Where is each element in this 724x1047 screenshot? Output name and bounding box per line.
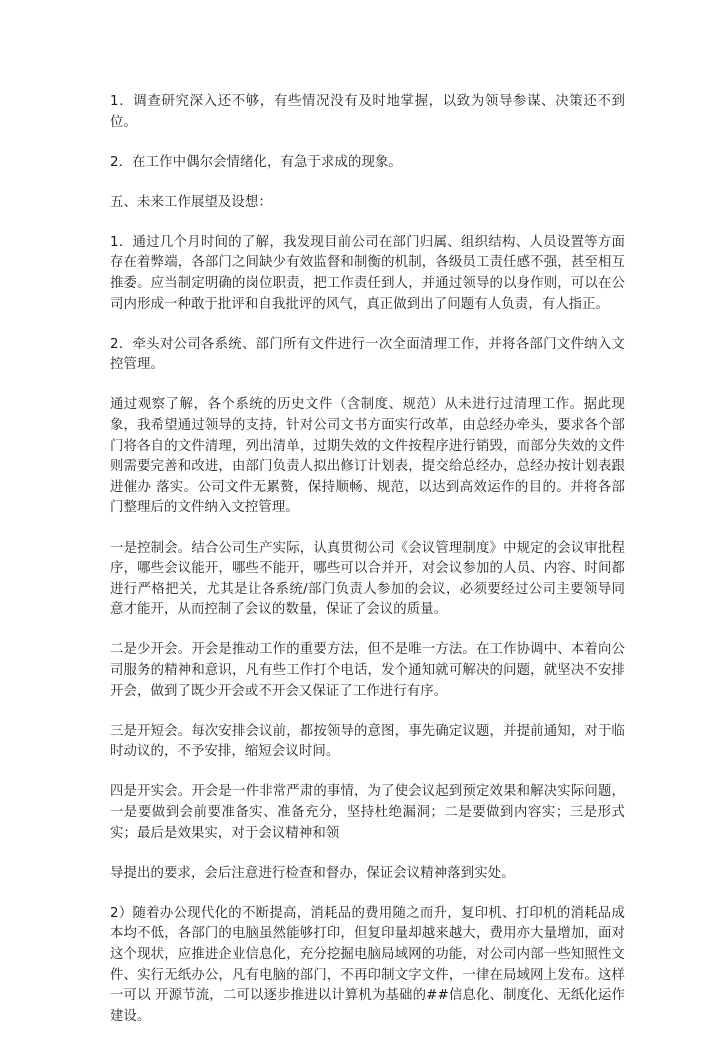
paragraph-followup: 导提出的要求，会后注意进行检查和督办，保证会议精神落到实处。 bbox=[110, 865, 515, 881]
section-heading-outlook: 五、未来工作展望及设想： bbox=[110, 194, 272, 210]
paragraph-issue-1: 1．调查研究深入还不够，有些情况没有及时地掌握，以致为领导参谋、决策还不到位。 bbox=[110, 94, 625, 130]
paragraph-plan-1: 1．通过几个月时间的了解，我发现目前公司在部门归属、组织结构、人员设置等方面存在着弊端，各部门之间缺少有效监督和制衡的机制，各级员工责任感不强，甚至相互推委。应当制定明确的岗位职责，把工作责任到人，并通过领导的以身作则，可以在公司内形成一种敢于批评和自我批评的风气，真正做到出了问题有人负责，有人指正。 bbox=[110, 234, 625, 312]
paragraph-short-meetings: 三是开短会。每次安排会议前，都按领导的意图，事先确定议题，并提前通知，对于临时动议的，不予安排，缩短会议时间。 bbox=[110, 723, 625, 760]
paragraph-plan-2: 2．牵头对公司各系统、部门所有文件进行一次全面清理工作，并将各部门文件纳入文控管理。 bbox=[110, 336, 625, 373]
paragraph-file-cleanup: 通过观察了解，各个系统的历史文件（含制度、规范）从未进行过清理工作。据此现象，我希望通过领导的支持，针对公司文书方面实行改革，由总经办牵头，要求各个部门将各自的文件清理，列出清单，过期失效的文件按程序进行销毁，而部分失效的文件则需要完善和改进，由部门负责人拟出修订计划表，提交给总经办，总经办按计划表跟进催办 落实。公司文件无累赘，保持顺畅、规范，以达到高效运作的目的。并将各部门整理后的文件纳入文控管理。 bbox=[110, 397, 625, 516]
paragraph-paperless-office: 2）随着办公现代化的不断提高，消耗品的费用随之而升，复印机、打印机的消耗品成本均不低，各部门的电脑虽然能够打印，但复印量却越来越大，费用亦大量增加，面对这个现状，应推进企业信息化，充分挖掘电脑局域网的功能，对公司内部一些知照性文件、实行无纸办公，凡有电脑的部门，不再印制文字文件，一律在局域网上发布。这样一可以 开源节流，二可以逐步推进以计算机为基础的##信息化、制度化、无纸化运作建设。 bbox=[110, 905, 625, 1024]
paragraph-issue-2: 2．在工作中偶尔会情绪化，有急于求成的现象。 bbox=[110, 154, 402, 170]
paragraph-control-meetings: 一是控制会。结合公司生产实际，认真贯彻公司《会议管理制度》中规定的会议审批程序，哪些会议能开，哪些不能开，哪些可以合并开，对会议参加的人员、内容、时间都进行严格把关，尤其是让各系统/部门负责人参加的会议，必须要经过公司主要领导同意才能开，从而控制了会议的数量，保证了会议的质量。 bbox=[110, 540, 625, 618]
paragraph-practical-meetings: 四是开实会。开会是一件非常严肃的事情，为了使会议起到预定效果和解决实际问题，一是要做到会前要准备实、准备充分，坚持杜绝漏洞；二是要做到内容实；三是形式实；最后是效果实，对于会议精神和领 bbox=[110, 784, 625, 841]
document-body bbox=[110, 92, 625, 1047]
paragraph-fewer-meetings: 二是少开会。开会是推动工作的重要方法，但不是唯一方法。在工作协调中、本着向公司服务的精神和意识，凡有些工作打个电话，发个通知就可解决的问题，就坚决不安排开会，做到了既少开会或不开会又保证了工作进行有序。 bbox=[110, 642, 625, 699]
